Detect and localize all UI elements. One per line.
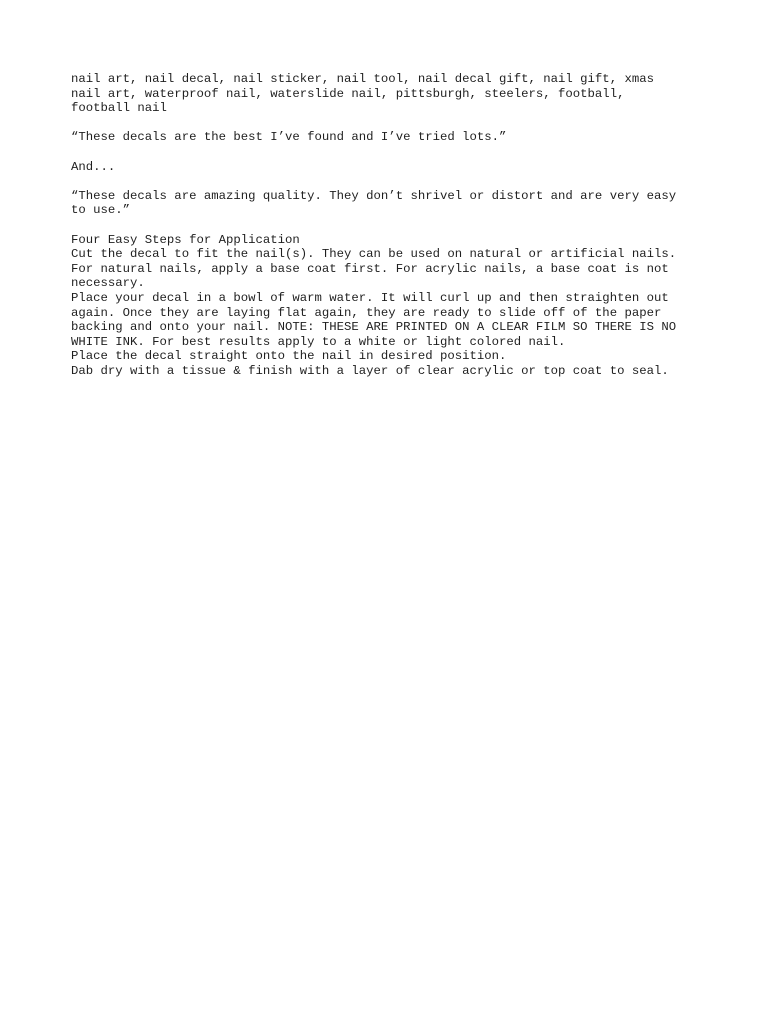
connector-text: And... <box>71 159 116 174</box>
step-item <box>71 291 701 349</box>
paragraph-spacer <box>71 116 701 131</box>
step-line: Place the decal straight onto the nail in desired position. <box>71 349 507 364</box>
document-page <box>71 72 701 378</box>
step-line: For natural nails, apply a base coat first. For acrylic nails, a base coat is not <box>71 261 669 276</box>
step-line: again. Once they are laying flat again, they are ready to slide off of the paper <box>71 305 662 320</box>
step-line: necessary. <box>71 276 145 291</box>
step-line: Dab dry with a tissue & finish with a layer of clear acrylic or top coat to seal. <box>71 363 669 378</box>
keywords-line: nail art, waterproof nail, waterslide nail, pittsburgh, steelers, football, <box>71 86 625 101</box>
step-item <box>71 364 701 379</box>
keywords-paragraph <box>71 72 701 116</box>
steps-heading: Four Easy Steps for Application <box>71 232 300 247</box>
step-line: Cut the decal to fit the nail(s). They can be used on natural or artificial nails. <box>71 247 677 262</box>
paragraph-spacer <box>71 145 701 160</box>
step-line: backing and onto your nail. NOTE: THESE ARE PRINTED ON A CLEAR FILM SO THERE IS NO <box>71 320 677 335</box>
step-item <box>71 247 701 291</box>
testimonial-quote <box>71 189 701 218</box>
paragraph-spacer <box>71 174 701 189</box>
keywords-line: football nail <box>71 101 167 116</box>
paragraph-spacer <box>71 218 701 233</box>
step-line: WHITE INK. For best results apply to a white or light colored nail. <box>71 334 566 349</box>
quote-line: to use.” <box>71 203 131 218</box>
quote-line: “These decals are amazing quality. They don’t shrivel or distort and are very easy <box>71 188 677 203</box>
keywords-line: nail art, nail decal, nail sticker, nail tool, nail decal gift, nail gift, xmas <box>71 72 654 86</box>
step-line: Place your decal in a bowl of warm water. It will curl up and then straighten out <box>71 290 669 305</box>
step-item <box>71 349 701 364</box>
testimonial-quote: “These decals are the best I’ve found and I’ve tried lots.” <box>71 130 507 145</box>
